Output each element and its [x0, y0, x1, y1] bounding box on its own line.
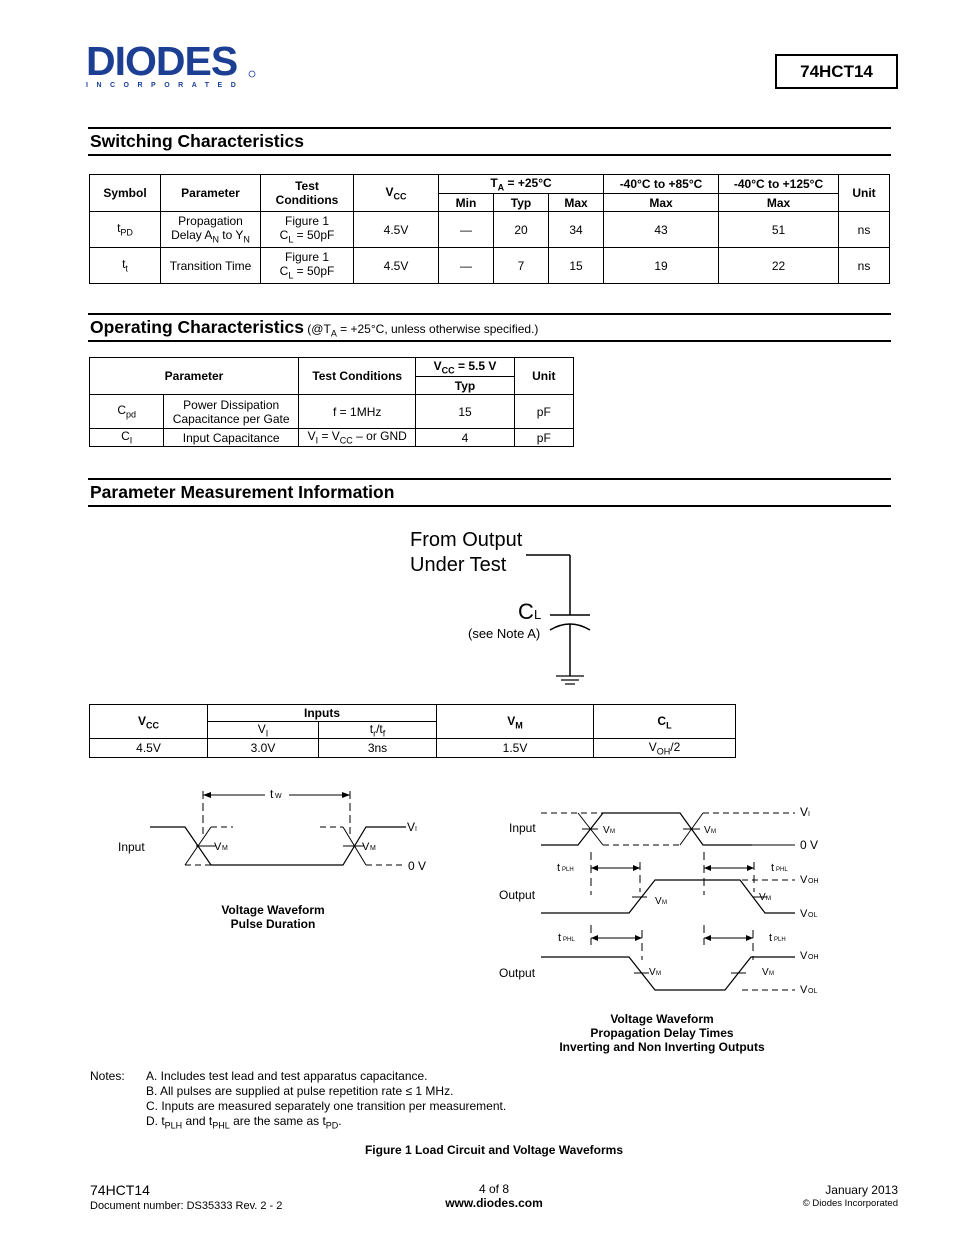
col-parameter: Parameter [90, 358, 299, 395]
operating-title: Operating Characteristics ($@T_A = +25^\circ C$, unless otherwise specified.) [90, 317, 539, 339]
col-inputs: Inputs [208, 705, 437, 722]
notes-list [146, 1069, 506, 1133]
col-trtf: $t_r/t_f$ [319, 722, 437, 739]
vol-label: V [800, 984, 808, 996]
notes-label: Notes: [90, 1069, 125, 1083]
tw-label-sub: W [275, 793, 282, 800]
col-unit: Unit [839, 175, 890, 212]
svg-text:OL: OL [808, 988, 818, 995]
cl-label-sub: L [534, 607, 542, 622]
footer-page: 4 of 8 [478, 1182, 510, 1196]
svg-text:M: M [656, 971, 661, 977]
svg-text:M: M [222, 845, 228, 852]
vm-label: V [362, 841, 370, 853]
zero-v-label: 0 V [800, 838, 819, 852]
table-row: $t_{PD}$ Propagation Delay $A_N$ to $Y_N$ Figure 1 $C_L = 50pF$ 4.5V — 20 34 43 51 ns [90, 212, 890, 248]
circuit-label-line2: Under Test [410, 554, 507, 576]
diodes-logo-mark [86, 40, 258, 78]
section-rule-top [88, 478, 891, 480]
col-vcc: $V_{CC} = 5.5$ V [416, 358, 514, 377]
footer-copyright: © Diodes Incorporated [802, 1198, 898, 1209]
svg-text:I: I [808, 811, 810, 818]
note-a: A. Includes test lead and test apparatus capacitance. [146, 1069, 428, 1083]
note-b: B. All pulses are supplied at pulse repetition rate ≤ 1 MHz. [146, 1084, 454, 1098]
output-label: Output [499, 966, 536, 980]
col-max-85: Max [604, 194, 719, 212]
voh-label: V [800, 950, 808, 962]
col-unit: Unit [514, 358, 573, 395]
col-vcc: $V_{CC}$ [354, 175, 439, 212]
table-row: $C_{pd}$ Power Dissipation Capacitance per Gate f = 1MHz 15 pF [90, 395, 574, 429]
svg-text:V: V [649, 967, 656, 978]
company-logo [86, 40, 258, 88]
svg-text:V: V [655, 896, 662, 907]
svg-text:OH: OH [808, 954, 819, 961]
col-vcc: $V_{CC}$ [90, 705, 208, 739]
tphl-label: t [558, 932, 562, 944]
voh-label: V [800, 874, 808, 886]
switching-table [89, 174, 890, 284]
svg-text:OL: OL [808, 912, 818, 919]
see-note-a: (see Note A) [468, 626, 541, 641]
output-label: Output [499, 888, 536, 902]
svg-text:M: M [370, 845, 376, 852]
col-vm: $V_M$ [437, 705, 594, 739]
part-number-box [775, 54, 898, 89]
col-parameter: Parameter [161, 175, 261, 212]
svg-text:V: V [603, 825, 610, 836]
section-rule-top [88, 313, 891, 315]
svg-text:V: V [759, 892, 766, 903]
svg-text:M: M [766, 896, 771, 902]
note-c: C. Inputs are measured separately one transition per measurement. [146, 1099, 507, 1113]
circuit-label-line1: From Output [410, 529, 523, 551]
cl-label: C [518, 599, 534, 624]
col-typ: Typ [494, 194, 549, 212]
section-rule-bottom [88, 340, 891, 342]
load-circuit-diagram [400, 520, 620, 692]
logo-wordmark: DIODES [86, 40, 238, 78]
section-rule-top [88, 127, 891, 129]
col-symbol: Symbol [90, 175, 161, 212]
svg-text:PHL: PHL [776, 867, 788, 873]
input-conditions-table [89, 704, 736, 758]
col-max: Max [549, 194, 604, 212]
tphl-label: t [771, 862, 775, 874]
col-ta-25: $T_A = +25^\circ C$ [439, 175, 604, 194]
tplh-label: t [769, 932, 773, 944]
note-d: D. $t_{PLH}$ and $t_{PHL}$ are the same as $t_{PD}$. [146, 1114, 342, 1131]
svg-text:OH: OH [808, 878, 819, 885]
input-label: Input [118, 840, 145, 854]
svg-text:PLH: PLH [562, 867, 574, 873]
col-range-125: -40°C to +125°C [719, 175, 839, 194]
svg-text:V: V [762, 967, 769, 978]
col-test-conditions: Test Conditions [299, 358, 416, 395]
footer-url[interactable]: www.diodes.com [445, 1196, 543, 1210]
vi-label: V [800, 805, 809, 819]
col-test-conditions: Test Conditions [261, 175, 354, 212]
section-rule-bottom [88, 154, 891, 156]
vol-label: V [800, 908, 808, 920]
logo-subtitle: INCORPORATED [86, 82, 245, 89]
zero-v-label: 0 V [408, 859, 427, 873]
svg-text:I: I [415, 826, 417, 833]
svg-text:M: M [711, 829, 716, 835]
pulse-duration-caption: Voltage Waveform Pulse Duration [221, 903, 325, 931]
svg-text:PLH: PLH [774, 937, 786, 943]
svg-text:M: M [610, 829, 615, 835]
figure-caption: Figure 1 Load Circuit and Voltage Waveforms [364, 1143, 624, 1157]
propagation-delay-waveform [495, 800, 835, 1000]
col-typ: Typ [416, 377, 514, 395]
col-cl: $C_L$ [594, 705, 736, 739]
operating-subtitle: ($@T_A = +25^\circ C$, unless otherwise specified.) [303, 322, 539, 339]
input-label: Input [509, 821, 536, 835]
table-row: $t_t$ Transition Time Figure 1 $C_L = 50pF$ 4.5V — 7 15 19 22 ns [90, 248, 890, 284]
propagation-delay-caption: Voltage Waveform Propagation Delay Times Inverting and Non Inverting Outputs [559, 1012, 765, 1054]
col-max-125: Max [719, 194, 839, 212]
footer-doc-number: Document number: DS35333 Rev. 2 - 2 [90, 1200, 283, 1212]
pulse-duration-waveform [110, 782, 440, 882]
footer-part: 74HCT14 [90, 1182, 150, 1198]
tw-label: t [270, 787, 274, 801]
pmi-title: Parameter Measurement Information [90, 482, 395, 502]
operating-table [89, 357, 574, 447]
section-rule-bottom [88, 505, 891, 507]
vm-label: V [214, 841, 222, 853]
svg-text:M: M [769, 971, 774, 977]
col-range-85: -40°C to +85°C [604, 175, 719, 194]
part-number: 74HCT14 [800, 61, 873, 81]
table-row: $C_I$ Input Capacitance $V_I = V_{CC}$ – or GND 4 pF [90, 429, 574, 447]
svg-text:PHL: PHL [563, 937, 575, 943]
svg-text:M: M [662, 900, 667, 906]
col-min: Min [439, 194, 494, 212]
table-row: 4.5V 3.0V 3ns 1.5V $V_{OH}/2$ [90, 739, 736, 758]
svg-text:V: V [704, 825, 711, 836]
col-vi: $V_I$ [208, 722, 319, 739]
switching-title: Switching Characteristics [90, 131, 304, 151]
footer-date: January 2013 [825, 1183, 898, 1197]
tplh-label: t [557, 862, 561, 874]
vi-label: V [407, 820, 416, 834]
